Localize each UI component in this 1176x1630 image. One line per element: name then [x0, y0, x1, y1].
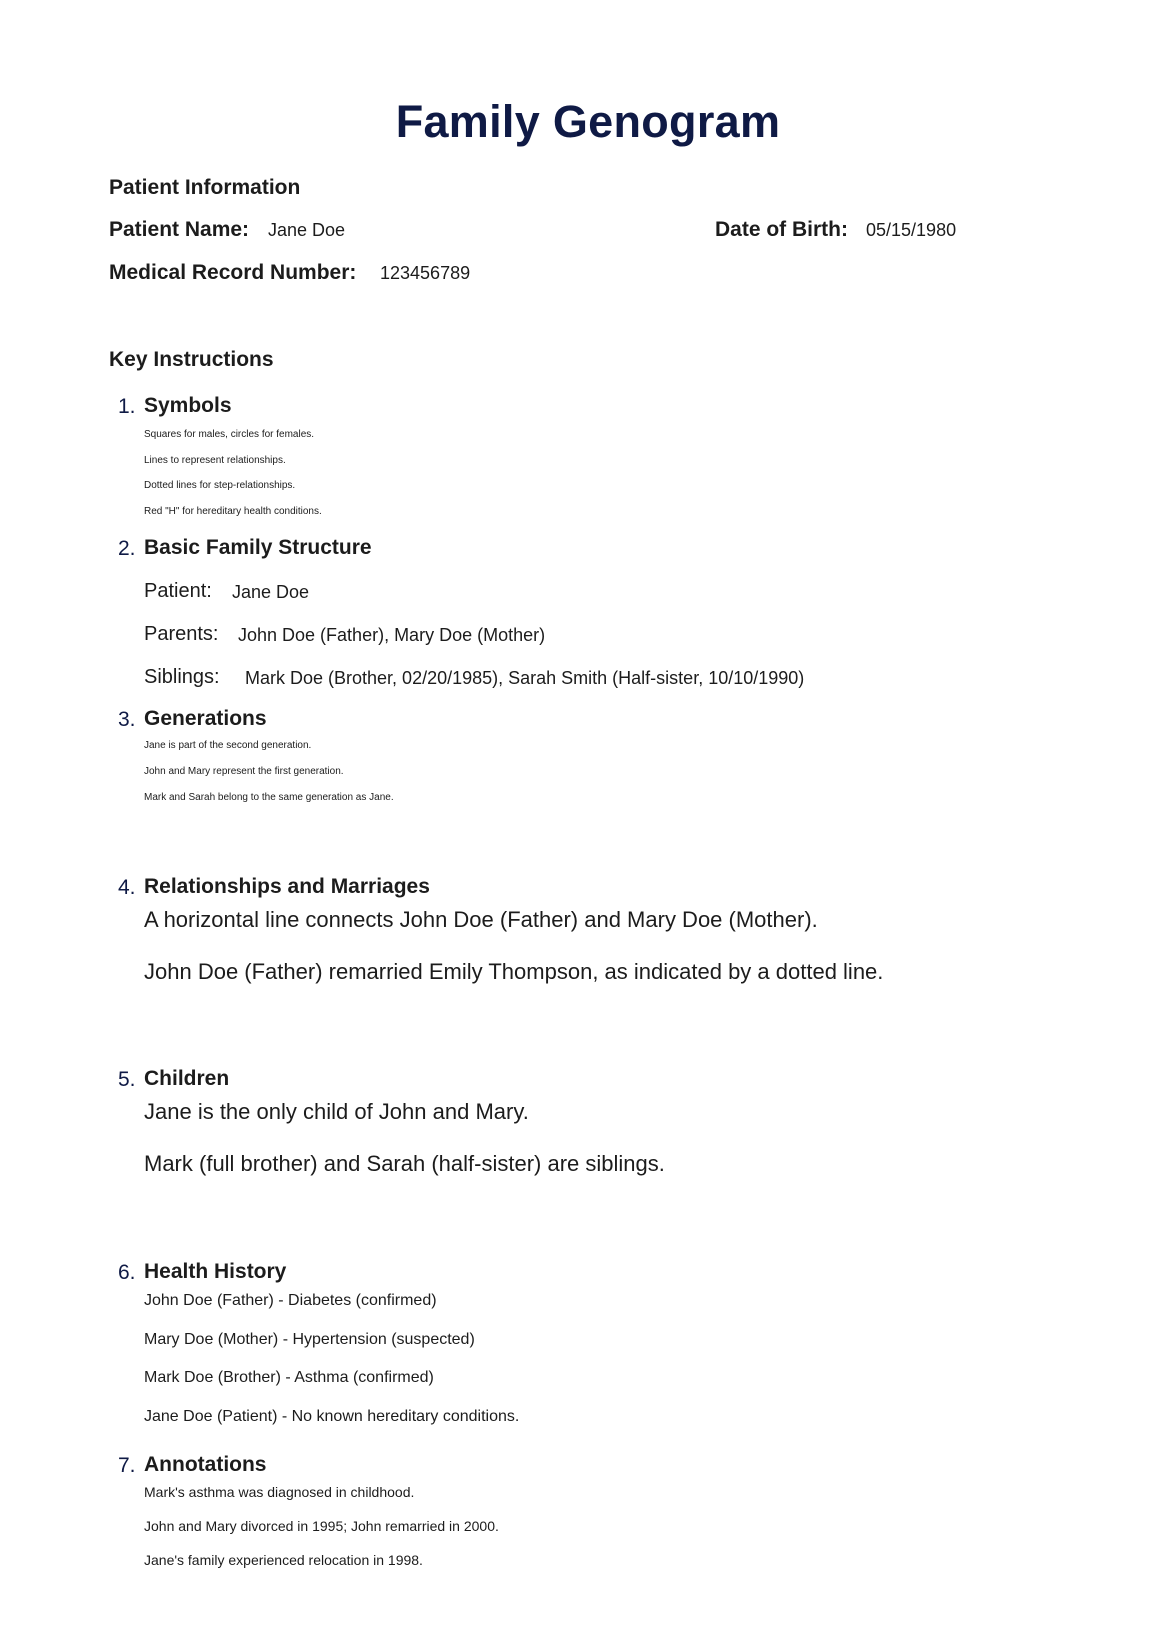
page-title: Family Genogram	[395, 96, 781, 147]
list-item: A horizontal line connects John Doe (Father) and Mary Doe (Mother).	[144, 907, 818, 932]
dob-value: 05/15/1980	[866, 220, 957, 240]
item-title-generations: Generations	[144, 707, 267, 730]
dob-label: Date of Birth:	[715, 218, 848, 241]
patient-name-value: Jane Doe	[268, 220, 346, 240]
list-item: Red "H" for hereditary health conditions.	[144, 506, 322, 517]
list-item: Lines to represent relationships.	[144, 455, 286, 466]
item-number: 7.	[118, 1454, 136, 1477]
list-item: John Doe (Father) remarried Emily Thompson, as indicated by a dotted line.	[144, 959, 884, 984]
list-item: Jane's family experienced relocation in 1998.	[144, 1552, 423, 1568]
structure-label: Siblings:	[144, 666, 220, 688]
item-title-basic-family-structure: Basic Family Structure	[144, 536, 372, 559]
list-item: Jane is part of the second generation.	[144, 740, 312, 751]
item-number: 2.	[118, 537, 136, 560]
list-item: John Doe (Father) - Diabetes (confirmed)	[144, 1292, 437, 1309]
patient-info-heading: Patient Information	[109, 176, 301, 199]
list-item: Jane is the only child of John and Mary.	[144, 1099, 529, 1124]
list-item: John and Mary represent the first generation.	[144, 766, 344, 777]
list-item: John and Mary divorced in 1995; John remarried in 2000.	[144, 1518, 499, 1534]
list-item: Jane Doe (Patient) - No known hereditary conditions.	[144, 1408, 520, 1425]
structure-value: John Doe (Father), Mary Doe (Mother)	[238, 625, 546, 645]
item-title-health-history: Health History	[144, 1260, 287, 1283]
patient-name-label: Patient Name:	[109, 218, 250, 241]
instructions-heading: Key Instructions	[109, 348, 274, 371]
item-number: 4.	[118, 876, 136, 899]
item-number: 3.	[118, 708, 136, 731]
list-item: Mark (full brother) and Sarah (half-sister) are siblings.	[144, 1151, 665, 1176]
structure-label: Parents:	[144, 623, 219, 645]
item-number: 1.	[118, 395, 136, 418]
item-title-symbols: Symbols	[144, 394, 232, 417]
list-item: Squares for males, circles for females.	[144, 429, 315, 440]
item-title-children: Children	[144, 1067, 230, 1090]
list-item: Mark Doe (Brother) - Asthma (confirmed)	[144, 1369, 434, 1386]
item-number: 5.	[118, 1068, 136, 1091]
structure-value: Mark Doe (Brother, 02/20/1985), Sarah Smith (Half-sister, 10/10/1990)	[245, 668, 805, 688]
list-item: Mary Doe (Mother) - Hypertension (suspected)	[144, 1331, 475, 1348]
item-title-relationships: Relationships and Marriages	[144, 875, 430, 898]
structure-value: Jane Doe	[232, 582, 310, 602]
item-number: 6.	[118, 1261, 136, 1284]
list-item: Mark and Sarah belong to the same generation as Jane.	[144, 792, 394, 803]
mrn-value: 123456789	[380, 263, 471, 283]
structure-label: Patient:	[144, 580, 212, 602]
list-item: Mark's asthma was diagnosed in childhood.	[144, 1484, 415, 1500]
mrn-label: Medical Record Number:	[109, 261, 357, 284]
item-title-annotations: Annotations	[144, 1453, 267, 1476]
list-item: Dotted lines for step-relationships.	[144, 480, 296, 491]
